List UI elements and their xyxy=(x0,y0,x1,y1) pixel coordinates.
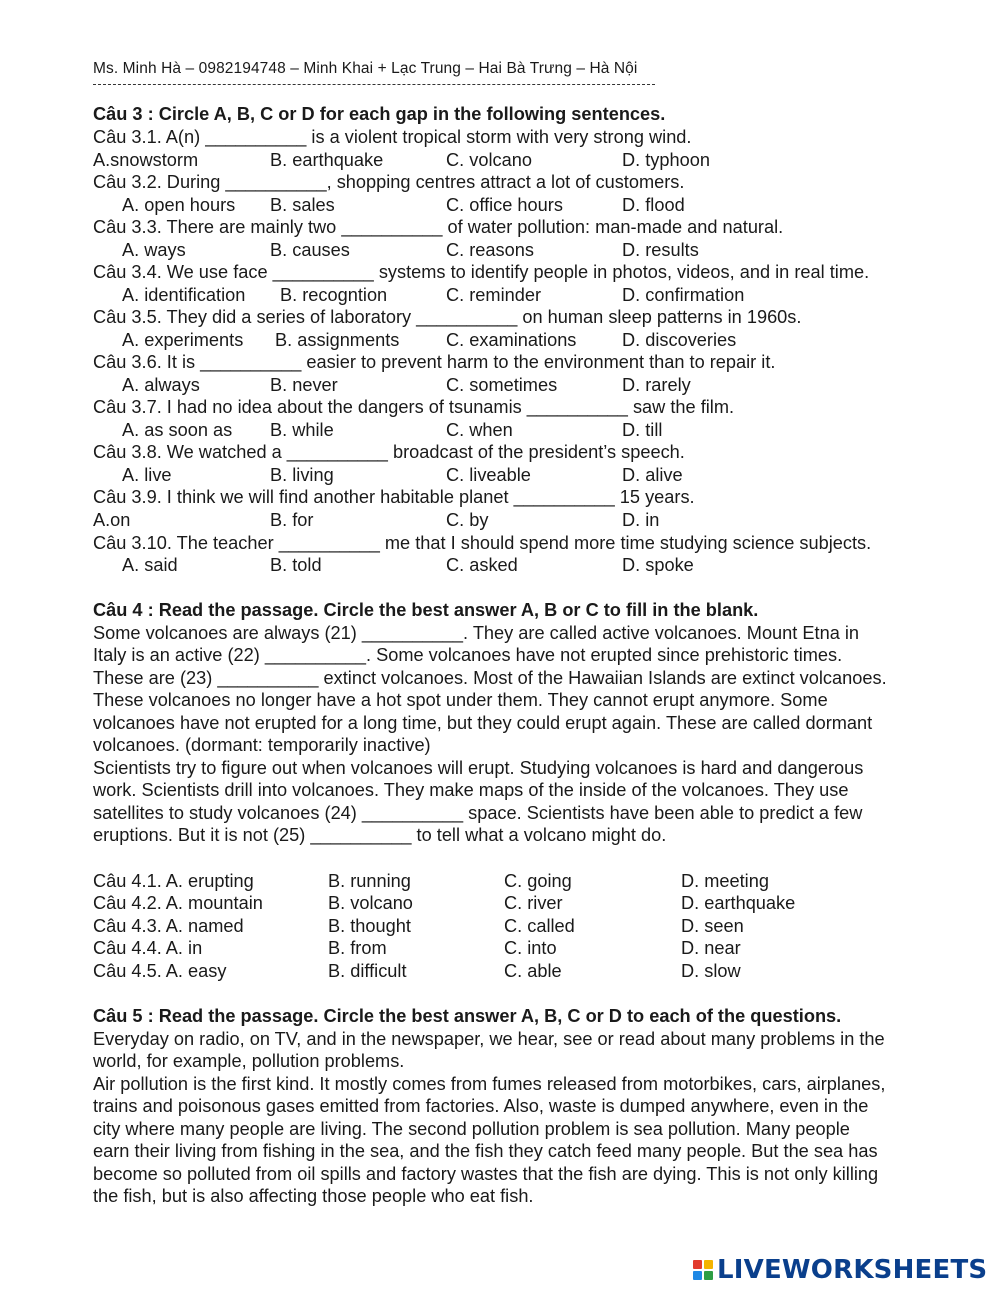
option-b[interactable]: B. sales xyxy=(270,195,335,215)
option-b[interactable]: B. causes xyxy=(270,240,350,260)
question-3-8: Câu 3.8. We watched a __________ broadcast of the president’s speech. xyxy=(93,442,685,462)
option-a[interactable]: Câu 4.4. A. in xyxy=(93,938,203,958)
option-d[interactable]: D. rarely xyxy=(622,375,691,395)
passage-line: eruptions. But it is not (25) __________ to tell what a volcano might do. xyxy=(93,825,667,845)
option-a[interactable]: Câu 4.5. A. easy xyxy=(93,961,227,981)
option-b[interactable]: B. thought xyxy=(328,916,411,936)
question-3-3: Câu 3.3. There are mainly two __________ of water pollution: man-made and natural. xyxy=(93,217,784,237)
passage-line: Some volcanoes are always (21) __________. They are called active volcanoes. Mount Etna in xyxy=(93,623,860,643)
logo-square-blue xyxy=(693,1271,702,1280)
passage-line: Air pollution is the first kind. It mostly comes from fumes released from motorbikes, cars, airplanes, xyxy=(93,1074,886,1094)
passage-line: the fish, but is also affecting those people who eat fish. xyxy=(93,1186,534,1206)
option-c[interactable]: C. liveable xyxy=(446,465,531,485)
passage-line: These are (23) __________ extinct volcanoes. Most of the Hawaiian Islands are extinct volcanoes. xyxy=(93,668,887,688)
section3-title: Câu 3 : Circle A, B, C or D for each gap in the following sentences. xyxy=(93,104,666,124)
option-a[interactable]: A. as soon as xyxy=(122,420,233,440)
option-b[interactable]: B. told xyxy=(270,555,322,575)
option-b[interactable]: B. earthquake xyxy=(270,150,384,170)
passage-line: Everyday on radio, on TV, and in the newspaper, we hear, see or read about many problems in the xyxy=(93,1029,885,1049)
option-a[interactable]: A.on xyxy=(93,510,131,530)
option-a[interactable]: Câu 4.2. A. mountain xyxy=(93,893,263,913)
option-d[interactable]: D. near xyxy=(681,938,741,958)
option-c[interactable]: C. into xyxy=(504,938,557,958)
option-c[interactable]: C. office hours xyxy=(446,195,563,215)
option-d[interactable]: D. typhoon xyxy=(622,150,710,170)
header-contact: Ms. Minh Hà – 0982194748 – Minh Khai + Lạc Trung – Hai Bà Trưng – Hà Nội xyxy=(93,60,638,77)
option-c[interactable]: C. when xyxy=(446,420,513,440)
option-c[interactable]: C. called xyxy=(504,916,575,936)
option-d[interactable]: D. till xyxy=(622,420,663,440)
option-d[interactable]: D. spoke xyxy=(622,555,694,575)
option-b[interactable]: B. for xyxy=(270,510,314,530)
question-3-10: Câu 3.10. The teacher __________ me that I should spend more time studying science subjects. xyxy=(93,533,872,553)
passage-line: earn their living from fishing in the sea, and the fish they catch feed many people. But the sea has xyxy=(93,1141,878,1161)
logo-square-red xyxy=(693,1260,702,1269)
passage-line: trains and poisonous gases emitted from factories. Also, waste is dumped anywhere, even in the xyxy=(93,1096,869,1116)
option-a[interactable]: A. live xyxy=(122,465,172,485)
passage-line: world, for example, pollution problems. xyxy=(93,1051,405,1071)
option-c[interactable]: C. volcano xyxy=(446,150,532,170)
option-a[interactable]: A. said xyxy=(122,555,178,575)
option-d[interactable]: D. in xyxy=(622,510,660,530)
logo-text: LIVEWORKSHEETS xyxy=(717,1255,988,1285)
option-c[interactable]: C. river xyxy=(504,893,563,913)
question-3-1: Câu 3.1. A(n) __________ is a violent tropical storm with very strong wind. xyxy=(93,127,692,147)
liveworksheets-logo-icon xyxy=(693,1260,713,1280)
option-b[interactable]: B. living xyxy=(270,465,334,485)
option-c[interactable]: C. going xyxy=(504,871,572,891)
option-a[interactable]: A. identification xyxy=(122,285,246,305)
option-c[interactable]: C. examinations xyxy=(446,330,577,350)
passage-line: volcanoes. (dormant: temporarily inactive) xyxy=(93,735,431,755)
passage-line: satellites to study volcanoes (24) __________ space. Scientists have been able to predict a few xyxy=(93,803,863,823)
header-divider xyxy=(93,84,655,85)
question-3-6: Câu 3.6. It is __________ easier to prevent harm to the environment than to repair it. xyxy=(93,352,776,372)
option-d[interactable]: D. alive xyxy=(622,465,683,485)
option-b[interactable]: B. while xyxy=(270,420,334,440)
option-d[interactable]: D. earthquake xyxy=(681,893,796,913)
option-a[interactable]: A. ways xyxy=(122,240,186,260)
option-b[interactable]: B. recogntion xyxy=(280,285,388,305)
question-3-2: Câu 3.2. During __________, shopping centres attract a lot of customers. xyxy=(93,172,685,192)
passage-line: Scientists try to figure out when volcanoes will erupt. Studying volcanoes is hard and dangerous xyxy=(93,758,864,778)
option-b[interactable]: B. from xyxy=(328,938,387,958)
option-b[interactable]: B. difficult xyxy=(328,961,407,981)
option-d[interactable]: D. flood xyxy=(622,195,685,215)
passage-line: These volcanoes no longer have a hot spot under them. They cannot erupt anymore. Some xyxy=(93,690,828,710)
option-a[interactable]: A. open hours xyxy=(122,195,236,215)
question-3-4: Câu 3.4. We use face __________ systems to identify people in photos, videos, and in real time. xyxy=(93,262,870,282)
option-a[interactable]: A. always xyxy=(122,375,200,395)
option-c[interactable]: C. reminder xyxy=(446,285,542,305)
passage-line: become so polluted from oil spills and factory wastes that the fish are dying. This is not only killing xyxy=(93,1164,879,1184)
option-c[interactable]: C. asked xyxy=(446,555,518,575)
passage-line: city where many people are living. The second pollution problem is sea pollution. Many people xyxy=(93,1119,850,1139)
option-b[interactable]: B. volcano xyxy=(328,893,413,913)
question-3-5: Câu 3.5. They did a series of laboratory __________ on human sleep patterns in 1960s. xyxy=(93,307,802,327)
option-d[interactable]: D. meeting xyxy=(681,871,769,891)
option-c[interactable]: C. by xyxy=(446,510,489,530)
option-d[interactable]: D. results xyxy=(622,240,699,260)
option-a[interactable]: Câu 4.1. A. erupting xyxy=(93,871,254,891)
passage-line: Italy is an active (22) __________. Some volcanoes have not erupted since prehistoric times. xyxy=(93,645,843,665)
option-d[interactable]: D. discoveries xyxy=(622,330,737,350)
option-b[interactable]: B. never xyxy=(270,375,338,395)
option-d[interactable]: D. slow xyxy=(681,961,741,981)
question-3-9: Câu 3.9. I think we will find another habitable planet __________ 15 years. xyxy=(93,487,695,507)
passage-line: work. Scientists drill into volcanoes. They make maps of the inside of the volcanoes. They use xyxy=(93,780,849,800)
option-a[interactable]: A. experiments xyxy=(122,330,244,350)
question-3-7: Câu 3.7. I had no idea about the dangers of tsunamis __________ saw the film. xyxy=(93,397,735,417)
section4-title: Câu 4 : Read the passage. Circle the best answer A, B or C to fill in the blank. xyxy=(93,600,759,620)
option-c[interactable]: C. sometimes xyxy=(446,375,558,395)
logo-square-green xyxy=(704,1271,713,1280)
option-a[interactable]: Câu 4.3. A. named xyxy=(93,916,244,936)
section5-title: Câu 5 : Read the passage. Circle the best answer A, B, C or D to each of the questions. xyxy=(93,1006,842,1026)
option-c[interactable]: C. able xyxy=(504,961,562,981)
option-b[interactable]: B. running xyxy=(328,871,411,891)
logo-square-yellow xyxy=(704,1260,713,1269)
option-c[interactable]: C. reasons xyxy=(446,240,534,260)
passage-line: volcanoes have not erupted for a long time, but they could erupt again. These are called dormant xyxy=(93,713,873,733)
option-b[interactable]: B. assignments xyxy=(275,330,400,350)
option-d[interactable]: D. confirmation xyxy=(622,285,745,305)
option-d[interactable]: D. seen xyxy=(681,916,744,936)
option-a[interactable]: A.snowstorm xyxy=(93,150,199,170)
liveworksheets-logo[interactable] xyxy=(693,1255,987,1285)
